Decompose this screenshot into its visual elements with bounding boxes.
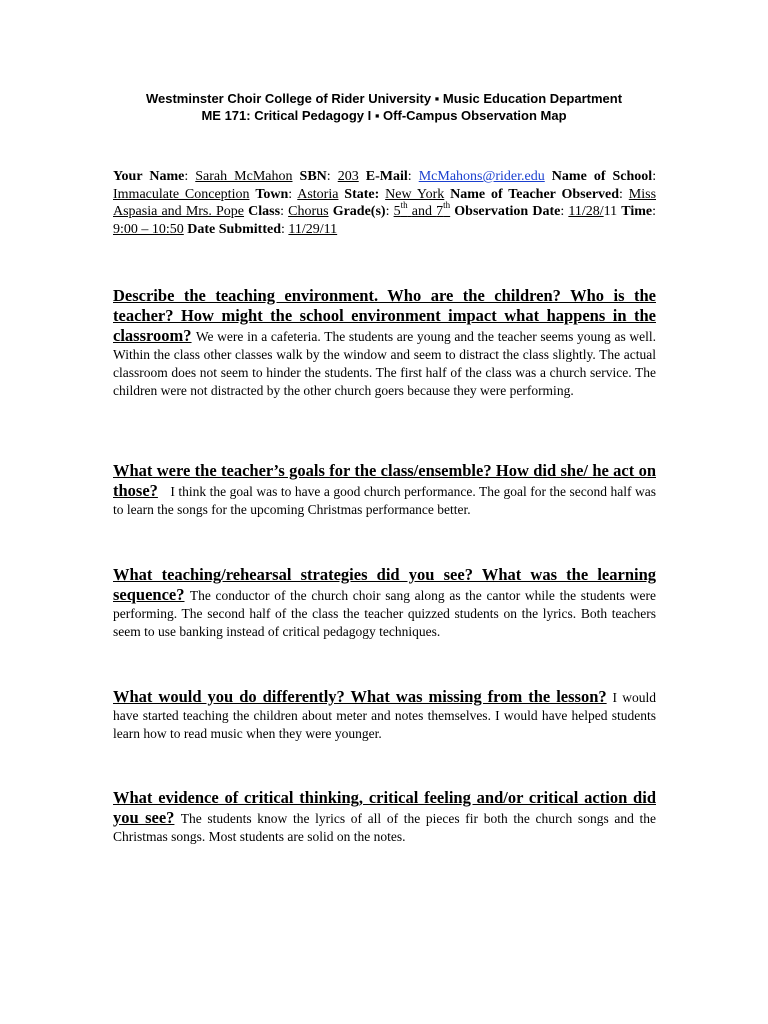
teacher-value: Miss Aspasia and Mrs. Pope — [113, 186, 657, 219]
section-do-differently — [113, 687, 656, 743]
answer-critical-evidence: The students know the lyrics of all of the pieces fir both the church songs and the Christmas songs. Most students are solid on the notes. — [113, 811, 657, 844]
grade-first-suffix: th — [400, 200, 408, 211]
grades-and: and — [411, 204, 432, 219]
date-submitted-value: 11/29/11 — [288, 221, 338, 237]
grade-second: 7 — [436, 204, 444, 219]
email-link[interactable]: McMahons@rider.edu — [418, 169, 545, 184]
town-label: Town — [255, 186, 289, 202]
observation-date-label: Observation Date — [454, 204, 561, 219]
name-value: Sarah McMahon — [195, 169, 293, 184]
grades-label: Grade(s) — [332, 204, 386, 219]
observation-date-value: 11/28/ — [568, 204, 604, 219]
question-teacher-goals: What were the teacher’s goals for the class/ensemble? How did she/ he act on those? — [113, 461, 656, 500]
question-critical-evidence: What evidence of critical thinking, critical feeling and/or critical action did you see? — [113, 788, 656, 827]
section-strategies — [113, 565, 656, 641]
state-label: State: — [344, 186, 380, 202]
state-value: New York — [385, 186, 445, 202]
question-do-differently: What would you do differently? What was missing from the lesson? — [113, 687, 607, 706]
header-course: ME 171: Critical Pedagogy I ▪ Off-Campus Observation Map — [201, 108, 567, 123]
email-label: E-Mail — [365, 169, 408, 184]
grade-first: 5 — [393, 204, 401, 219]
sbn-label: SBN — [299, 169, 327, 184]
grade-second-suffix: th — [443, 200, 451, 211]
section-critical-evidence — [113, 788, 656, 846]
section-teaching-environment — [113, 286, 656, 400]
header-institution: Westminster Choir College of Rider University ▪ Music Education Department — [145, 91, 623, 106]
class-value: Chorus — [288, 204, 329, 219]
answer-do-differently: I would have started teaching the children about meter and notes themselves. I would have helped students learn how to read music when they were younger. — [113, 690, 656, 741]
answer-teaching-environment: We were in a cafeteria. The students are young and the teacher seems young as well. Within the class other classes walk by the window and seem to distract the class slightly. The actual classroom does not seem to hinder the students. The first half of the class was a church service. The children were not distracted by the other church goers because they were performing. — [113, 329, 657, 398]
teacher-label: Name of Teacher Observed — [450, 186, 620, 202]
question-teaching-environment: Describe the teaching environment. Who are the children? Who is the teacher? How might the school environment impact what happens in the classroom? — [113, 286, 656, 345]
grades-value — [393, 200, 451, 219]
time-value: 9:00 – 10:50 — [113, 221, 184, 237]
class-label: Class — [248, 204, 281, 219]
answer-strategies: The conductor of the church choir sang along as the cantor while the students were performing. The second half of the class the teacher quizzed students on the lyrics. Both teachers seem to use banking instead of critical pedagogy techniques. — [113, 588, 656, 639]
school-label: Name of School — [551, 169, 653, 184]
town-value: Astoria — [297, 186, 339, 202]
date-submitted-label: Date Submitted — [187, 221, 282, 237]
question-strategies: What teaching/rehearsal strategies did you see? What was the learning sequence? — [113, 565, 656, 604]
name-label: Your Name — [113, 169, 185, 184]
document-header — [0, 90, 768, 124]
answer-teacher-goals: I think the goal was to have a good church performance. The goal for the second half was to learn the songs for the upcoming Christmas performance better. — [113, 484, 656, 517]
section-teacher-goals — [113, 461, 656, 519]
school-value: Immaculate Conception — [113, 186, 250, 202]
time-label: Time — [621, 204, 653, 219]
observation-date-year: 11 — [603, 204, 618, 219]
sbn-value: 203 — [337, 169, 359, 184]
observation-info: Your Name: Sarah McMahon SBN: 203 E-Mail: McMahons@rider.edu Name of School: Immaculate Conception Town: Astoria State: New York Name of Teacher Observed: Miss Aspasia and Mrs. Pope Class: Chorus Grade(s): 5th and 7th Observation Date: 11/28/11 Time: 9:00 – 10:50 Date Submitted: 11/29/11 — [113, 169, 657, 237]
